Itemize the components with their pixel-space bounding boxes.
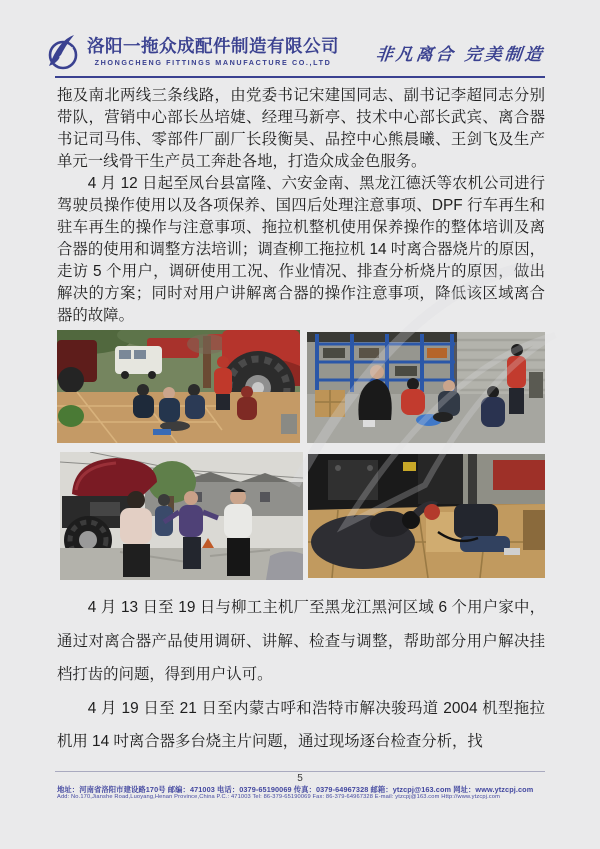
photo-under-vehicle-clutch-repair-image [308,454,545,578]
paragraph-2: 4 月 12 日起至凤台县富隆、六安金南、黑龙江德沃等农机公司进行驾驶员操作使用以及各项保养、国四后处理注意事项、DPF 行车再生和驻车再生的操作与注意事项、拖拉机整机使用保养操作的整体培训及离合器的使用和调整方法培训；调查柳工拖拉机 14 吋离合器烧片的原因，走访 5 个用户，调研使用工况、作业情况、排查分析烧片的原因，做出解决的方案；同时对用户讲解离合器的操作注意事项，降低该区域离合器的故障。 [57,175,545,324]
page-number: 5 [297,773,303,784]
page-header [45,30,545,74]
company-slogan: 非凡离合 完美制造 [374,44,546,65]
photo-grid [57,330,545,582]
paragraph-4: 4 月 19 日至 21 日至内蒙古呼和浩特市解决骏玛道 2004 机型拖拉机用 14 吋离合器多台烧主片问题，通过现场逐台检查分析，找 [57,699,545,750]
company-brand [45,32,339,72]
footer-divider [55,771,545,772]
footer-contact-cn: 地址：河南省洛阳市建设路170号 邮编：471003 电话：0379-65190069 传真：0379-64967328 邮箱：ytzcpj@163.com 网址：www.ytzcpj.com [57,785,534,794]
photo-tractor-hood-open-user-visit-image [60,452,303,580]
header-divider [55,76,545,78]
photo-warehouse-parts-inspection [307,332,545,443]
company-logo-icon [45,32,79,72]
page-body [57,85,545,759]
footer-contact-en: Add: No.170,Jianshe Road,Luoyang,Henan Province,China P.C.: 471003 Tel: 86-379-65190069 Fax: 86-379-64967328 E-mail: ytzcpj@163.com Http://www.ytzcpj.com [57,794,500,800]
photo-outdoor-service-training [57,330,300,443]
photo-tractor-hood-open-user-visit [60,452,303,580]
company-name-en: ZHONGCHENG FITTINGS MANUFACTURE CO.,LTD [94,57,332,67]
photo-outdoor-service-training-image [57,330,300,443]
company-name-cn: 洛阳一拖众成配件制造有限公司 [87,36,339,57]
paragraph-1: 拖及南北两线三条线路，由党委书记宋建国同志、副书记李超同志分别带队，营销中心部长丛培婕、经理马新亭、技术中心部长武宾、离合器书记司马伟、零部件厂副厂长段衡昊、品控中心熊晨曦、王剑飞及生产单元一线骨干生产员工奔赴各地，打造众成金色服务。 [57,87,545,170]
photo-under-vehicle-clutch-repair [308,454,545,578]
photo-warehouse-parts-inspection-image [307,332,545,443]
company-name-block [87,37,339,66]
paragraph-3: 4 月 13 日至 19 日与柳工主机厂至黑龙江黑河区域 6 个用户家中，通过对离合器产品使用调研、讲解、检查与调整，帮助部分用户解决挂档打齿的问题，得到用户认可。 [57,599,545,683]
